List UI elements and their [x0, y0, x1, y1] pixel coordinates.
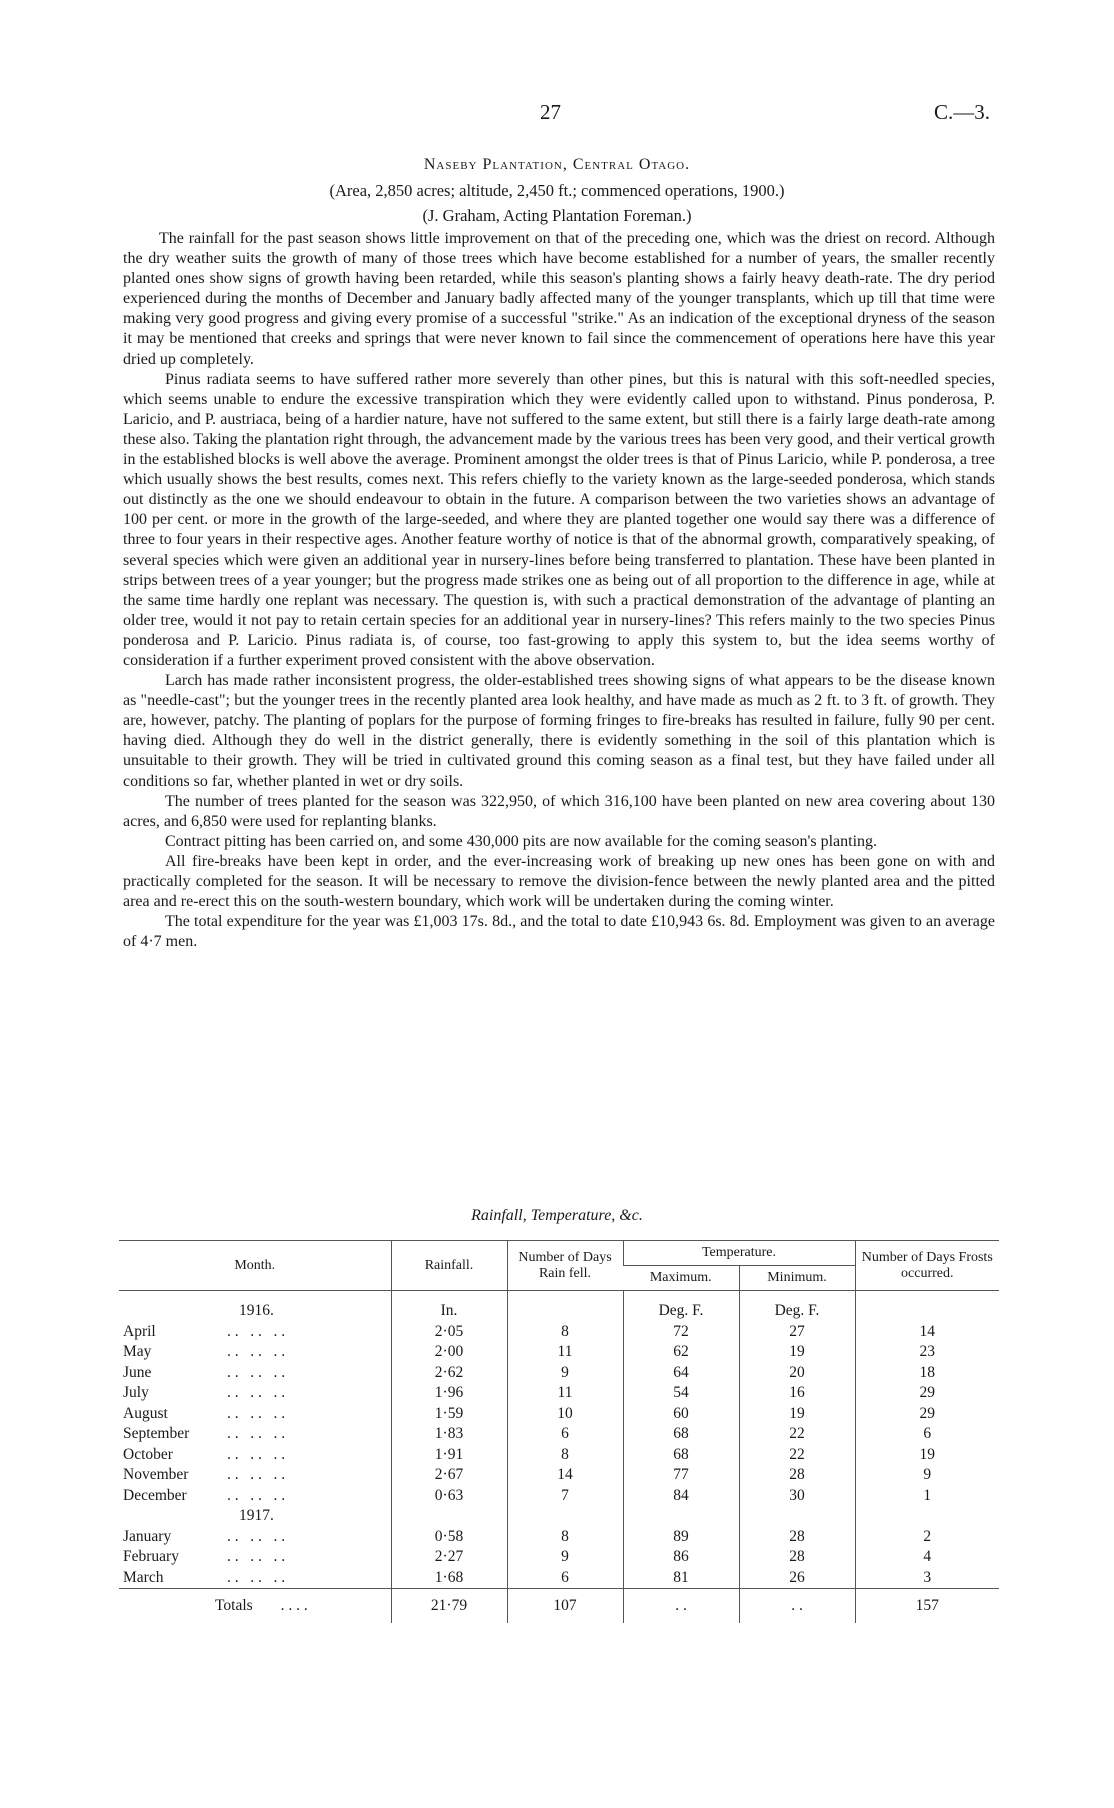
total-frosts: 157 — [855, 1589, 999, 1624]
days-cell: 6 — [507, 1568, 623, 1589]
totals-dots: . . . . — [280, 1596, 308, 1614]
total-rainfall: 21·79 — [391, 1589, 507, 1624]
max-temp-cell: 72 — [623, 1322, 739, 1343]
year-label — [119, 1291, 391, 1322]
paragraph: All fire-breaks have been kept in order, and the ever-increasing work of breaking up new ones has been gone on with and practically completed for the season. It will be necessary to remove the division-fence between the newly planted area and the pitted area and re-erect this on the south-western boundary, which work will be undertaken during the coming winter. — [123, 852, 995, 911]
column-header-temperature: Temperature. — [623, 1241, 855, 1266]
min-temp-cell: 16 — [739, 1383, 855, 1404]
column-header-days-rain: Number of Days Rain fell. — [507, 1241, 623, 1291]
frosts-cell: 23 — [855, 1342, 999, 1363]
month-cell — [119, 1363, 391, 1384]
month-cell — [119, 1547, 391, 1568]
totals-section — [119, 1589, 999, 1624]
days-cell: 11 — [507, 1342, 623, 1363]
month-name: September — [123, 1425, 190, 1442]
rainfall-cell: 0·63 — [391, 1486, 507, 1507]
table-row — [119, 1445, 999, 1466]
paragraph: The rainfall for the past season shows little improvement on that of the preceding one, which was the driest on record. Although the dry weather suits the growth of many of those trees which have become established for a number of years, the smaller recently planted ones show signs of growth having been retarded, while this season's planting shows a fairly heavy death-rate. The dry period experienced during the months of December and January badly affected many of the younger transplants, which up till that time were making very good progress and giving every promise of a successful "strike." As an indication of the exceptional dryness of the season it may be mentioned that creeks and springs that were never known to fail since the commencement of operations here have this year dried up completely. — [123, 230, 995, 368]
leader-dots: . . . . . . — [227, 1425, 286, 1442]
month-name: November — [123, 1466, 189, 1483]
leader-dots: . . . . . . — [227, 1363, 286, 1381]
table-row — [119, 1486, 999, 1507]
month-cell — [119, 1527, 391, 1548]
days-cell: 9 — [507, 1363, 623, 1384]
rainfall-cell: 1·91 — [391, 1445, 507, 1466]
unit-days — [507, 1291, 623, 1322]
table-row — [119, 1465, 999, 1486]
empty-cell — [391, 1506, 507, 1527]
month-cell — [119, 1383, 391, 1404]
table-row — [119, 1547, 999, 1568]
table-row — [119, 1383, 999, 1404]
month-cell — [119, 1465, 391, 1486]
column-header-rainfall: Rainfall. — [391, 1241, 507, 1291]
days-cell: 10 — [507, 1404, 623, 1425]
column-header-maximum: Maximum. — [623, 1266, 739, 1291]
max-temp-cell: 62 — [623, 1342, 739, 1363]
days-cell: 9 — [507, 1547, 623, 1568]
frosts-cell: 14 — [855, 1322, 999, 1343]
days-cell: 11 — [507, 1383, 623, 1404]
column-header-minimum: Minimum. — [739, 1266, 855, 1291]
rainfall-cell: 1·59 — [391, 1404, 507, 1425]
month-name: August — [123, 1404, 168, 1422]
days-cell: 7 — [507, 1486, 623, 1507]
rainfall-cell: 2·05 — [391, 1322, 507, 1343]
unit-maximum: Deg. F. — [623, 1291, 739, 1322]
unit-rainfall: In. — [391, 1291, 507, 1322]
month-cell — [119, 1486, 391, 1507]
leader-dots: . . . . . . — [227, 1486, 286, 1504]
table-row — [119, 1424, 999, 1445]
rows-1916 — [119, 1322, 999, 1507]
total-min: . . — [739, 1589, 855, 1624]
rainfall-cell: 2·62 — [391, 1363, 507, 1384]
min-temp-cell: 22 — [739, 1424, 855, 1445]
min-temp-cell: 27 — [739, 1322, 855, 1343]
rainfall-cell: 2·67 — [391, 1465, 507, 1486]
month-name: June — [123, 1363, 152, 1381]
leader-dots: . . . . . . — [227, 1527, 286, 1545]
leader-dots: . . . . . . — [227, 1445, 286, 1463]
month-name: December — [123, 1486, 187, 1504]
month-cell — [119, 1322, 391, 1343]
page-header — [0, 100, 1114, 130]
unit-minimum: Deg. F. — [739, 1291, 855, 1322]
totals-label — [119, 1589, 391, 1624]
min-temp-cell: 28 — [739, 1547, 855, 1568]
leader-dots: . . . . . . — [227, 1404, 286, 1422]
max-temp-cell: 77 — [623, 1465, 739, 1486]
days-cell: 8 — [507, 1445, 623, 1466]
min-temp-cell: 26 — [739, 1568, 855, 1589]
total-days: 107 — [507, 1589, 623, 1624]
leader-dots: . . . . . . — [227, 1568, 286, 1586]
max-temp-cell: 54 — [623, 1383, 739, 1404]
month-name: May — [123, 1343, 152, 1360]
min-temp-cell: 28 — [739, 1465, 855, 1486]
max-temp-cell: 81 — [623, 1568, 739, 1589]
leader-dots: . . . . . . — [227, 1343, 286, 1360]
table-row — [119, 1363, 999, 1384]
days-cell: 6 — [507, 1424, 623, 1445]
frosts-cell: 4 — [855, 1547, 999, 1568]
month-cell — [119, 1445, 391, 1466]
leader-dots: . . . . . . — [227, 1384, 286, 1401]
max-temp-cell: 86 — [623, 1547, 739, 1568]
max-temp-cell: 89 — [623, 1527, 739, 1548]
empty-cell — [855, 1506, 999, 1527]
frosts-cell: 3 — [855, 1568, 999, 1589]
frosts-cell: 19 — [855, 1445, 999, 1466]
column-header-frosts: Number of Days Frosts occurred. — [855, 1241, 999, 1291]
section-title: Naseby Plantation, Central Otago. — [423, 156, 691, 173]
month-cell — [119, 1404, 391, 1425]
min-temp-cell: 20 — [739, 1363, 855, 1384]
leader-dots: . . . . . . — [227, 1466, 286, 1483]
paragraph: Contract pitting has been carried on, and some 430,000 pits are now available for the coming season's planting. — [165, 832, 878, 850]
max-temp-cell: 64 — [623, 1363, 739, 1384]
max-temp-cell: 68 — [623, 1445, 739, 1466]
empty-cell — [507, 1506, 623, 1527]
unit-frosts — [855, 1291, 999, 1322]
month-name: January — [123, 1527, 172, 1545]
rows-1917 — [119, 1527, 999, 1589]
max-temp-cell: 68 — [623, 1424, 739, 1445]
column-header-month: Month. — [119, 1241, 391, 1291]
totals-text: Totals — [215, 1596, 253, 1614]
page-number: 27 — [540, 100, 561, 124]
paragraph: The number of trees planted for the season was 322,950, of which 316,100 have been planted on new area covering about 130 acres, and 6,850 were used for replanting blanks. — [123, 792, 995, 830]
frosts-cell: 9 — [855, 1465, 999, 1486]
frosts-cell: 18 — [855, 1363, 999, 1384]
empty-cell — [623, 1506, 739, 1527]
paragraph: Pinus radiata seems to have suffered rather more severely than other pines, but this is natural with this soft-needled species, which seems unable to endure the excessive transpiration which they were evidently called upon to withstand. Pinus ponderosa, P. Laricio, and P. austriaca, being of a hardier nature, have not suffered to the same extent, but still there is a fairly large death-rate among these also. Taking the plantation right through, the advancement made by the various trees has been very good, and their vertical growth in the established blocks is well above the average. Prominent amongst the older trees is that of Pinus Laricio, while P. ponderosa, a tree which usually shows the best results, comes next. This refers chiefly to the variety known as the large-seeded ponderosa, which stands out distinctly as the one we should endeavour to obtain in the future. A comparison between the two varieties shows an advantage of 100 per cent. or more in the growth of the large-seeded, and where they are planted together one would say there was a difference of three to four years in their respective ages. Another feature worthy of notice is that of the abnormal growth, comparatively speaking, of several species which were given an additional year in nursery-lines before being transferred to plantation. These have been planted in strips between trees of a year younger; but the progress made strikes one as being out of all proportion to the difference in age, while at the same time hardly one replant was necessary. The question is, with such a practical demonstration of the advantage of planting an older tree, would it not pay to retain certain species for an additional year in nursery-lines? This refers mainly to the two species Pinus ponderosa and P. Laricio. Pinus radiata is, of course, too fast-growing to apply this system to, but the idea seems worthy of consideration if a further experiment proved consistent with the above observation. — [123, 370, 995, 669]
table-row — [119, 1342, 999, 1363]
rainfall-cell: 1·96 — [391, 1383, 507, 1404]
month-name: July — [123, 1384, 149, 1401]
empty-cell — [739, 1506, 855, 1527]
year-row-1917 — [119, 1506, 999, 1527]
month-cell — [119, 1424, 391, 1445]
days-cell: 8 — [507, 1322, 623, 1343]
report-body — [123, 229, 995, 952]
month-cell — [119, 1568, 391, 1589]
rainfall-cell: 0·58 — [391, 1527, 507, 1548]
month-cell — [119, 1342, 391, 1363]
max-temp-cell: 84 — [623, 1486, 739, 1507]
min-temp-cell: 22 — [739, 1445, 855, 1466]
min-temp-cell: 19 — [739, 1342, 855, 1363]
table-row — [119, 1527, 999, 1548]
month-name: April — [123, 1322, 156, 1340]
frosts-cell: 2 — [855, 1527, 999, 1548]
table-row — [119, 1322, 999, 1343]
rainfall-table — [119, 1240, 999, 1623]
section-subtitle: (Area, 2,850 acres; altitude, 2,450 ft.; commenced operations, 1900.) — [329, 181, 785, 200]
frosts-cell: 1 — [855, 1486, 999, 1507]
paragraph: Larch has made rather inconsistent progress, the older-established trees showing signs of what appears to be the disease known as "needle-cast"; but the younger trees in the recently planted area look healthy, and have made as much as 2 ft. to 3 ft. of growth. They are, however, patchy. The planting of poplars for the purpose of forming fringes to fire-breaks has resulted in failure, fully 90 per cent. having died. Although they do well in the district generally, there is evidently something in the soil of this plantation which is unsuitable to their growth. They will be tried in cultivated ground this coming season as a final test, but they have failed under all conditions so far, whether planted in wet or dry soils. — [123, 672, 995, 790]
days-cell: 8 — [507, 1527, 623, 1548]
max-temp-cell: 60 — [623, 1404, 739, 1425]
month-name: October — [123, 1445, 173, 1463]
min-temp-cell: 28 — [739, 1527, 855, 1548]
min-temp-cell: 19 — [739, 1404, 855, 1425]
rainfall-cell: 1·83 — [391, 1424, 507, 1445]
frosts-cell: 29 — [855, 1404, 999, 1425]
leader-dots: . . . . . . — [227, 1548, 286, 1565]
rainfall-cell: 2·27 — [391, 1547, 507, 1568]
table-row — [119, 1568, 999, 1589]
frosts-cell: 29 — [855, 1383, 999, 1404]
year-1916: 1916. — [239, 1302, 274, 1319]
paragraph: The total expenditure for the year was £1,003 17s. 8d., and the total to date £10,943 6s. 8d. Employment was given to an average of 4·7 men. — [123, 913, 995, 951]
foreman-credit: (J. Graham, Acting Plantation Foreman.) — [422, 206, 692, 225]
document-reference: C.—3. — [933, 100, 990, 124]
rainfall-cell: 1·68 — [391, 1568, 507, 1589]
month-name: February — [123, 1548, 179, 1565]
rainfall-cell: 2·00 — [391, 1342, 507, 1363]
frosts-cell: 6 — [855, 1424, 999, 1445]
table-caption: Rainfall, Temperature, &c. — [471, 1207, 643, 1224]
leader-dots: . . . . . . — [227, 1322, 286, 1340]
days-cell: 14 — [507, 1465, 623, 1486]
total-max: . . — [623, 1589, 739, 1624]
min-temp-cell: 30 — [739, 1486, 855, 1507]
month-name: March — [123, 1568, 164, 1586]
table-row — [119, 1404, 999, 1425]
year-1917: 1917. — [239, 1507, 274, 1524]
